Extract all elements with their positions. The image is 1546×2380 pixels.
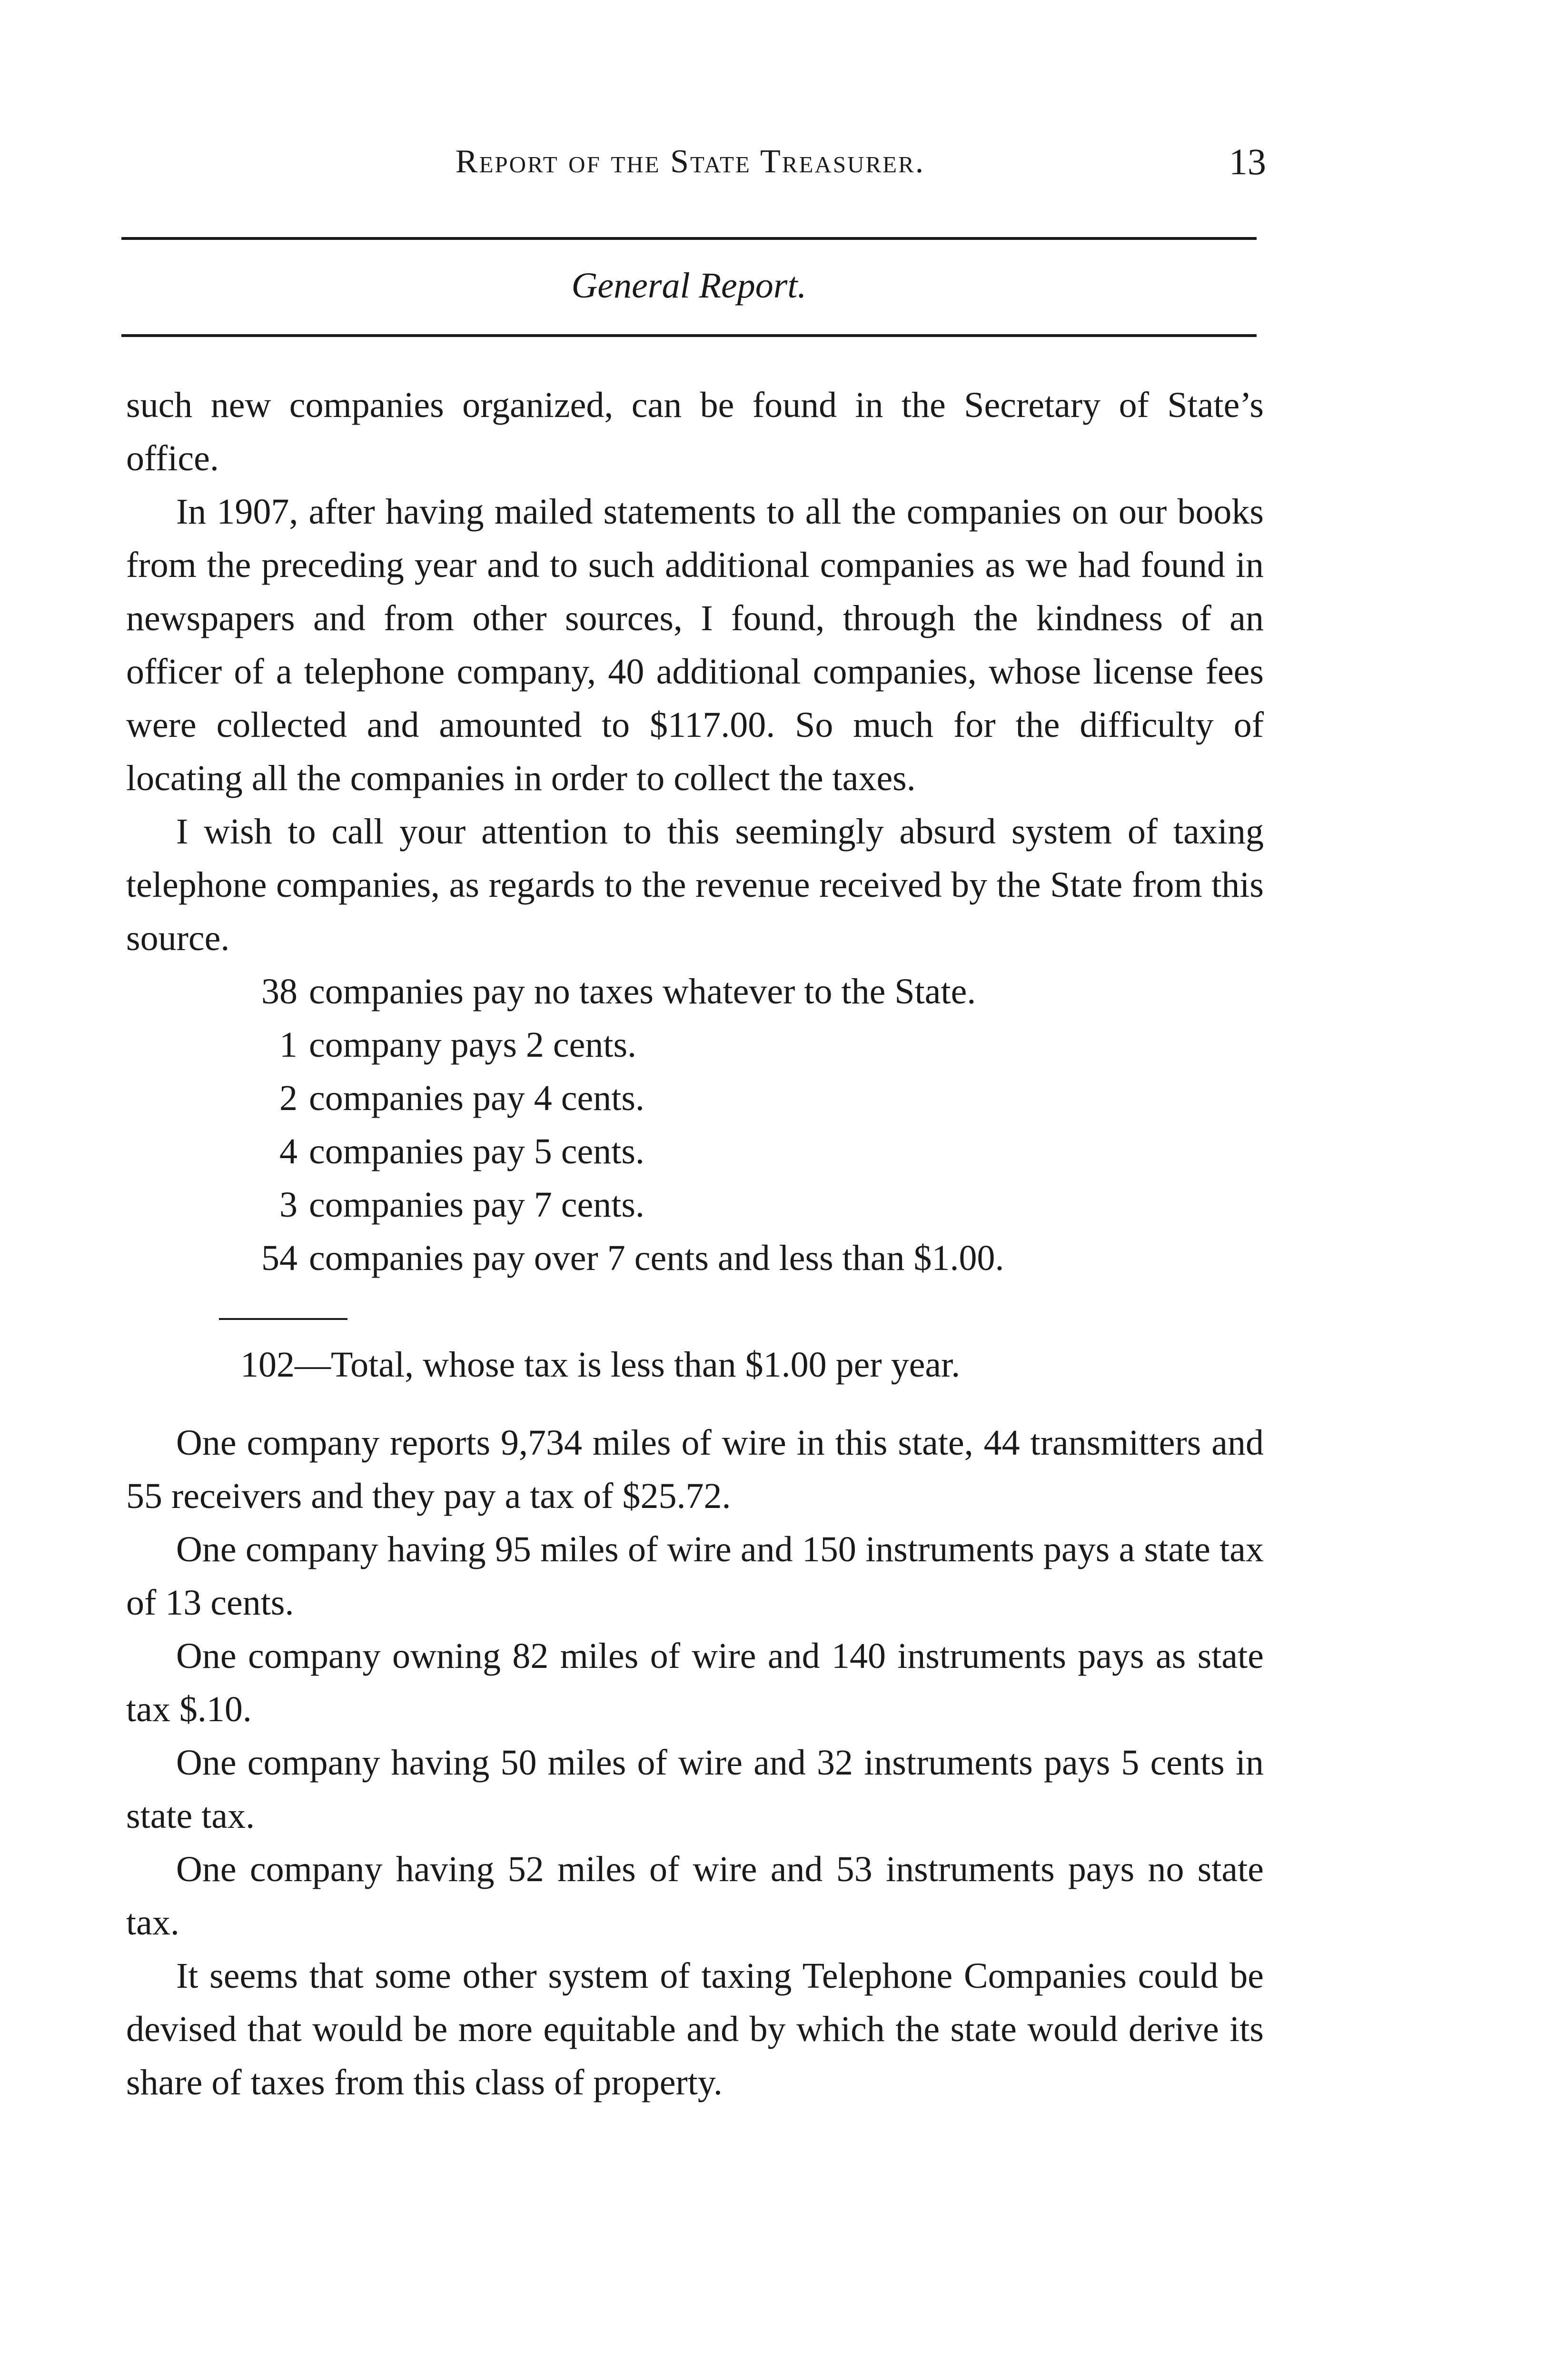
tax-list-item [250, 1231, 1264, 1285]
running-title: Report of the State Treasurer. [455, 143, 925, 180]
paragraph-continuation: such new companies organized, can be found in the Secretary of State’s office. [126, 385, 1264, 478]
tax-count: 3 [279, 1185, 297, 1225]
tax-list-item [250, 1071, 1264, 1125]
tax-description: companies pay over 7 cents and less than $1.00. [309, 1238, 1004, 1278]
sum-rule [219, 1318, 347, 1320]
header-rule-bottom [121, 334, 1257, 337]
paragraph-example: One company having 50 miles of wire and 32 instruments pays 5 cents in state tax. [126, 1743, 1264, 1836]
paragraph-example: One company having 52 miles of wire and 53 instruments pays no state tax. [126, 1849, 1264, 1943]
tax-list-item [250, 965, 1264, 1018]
body-text [126, 378, 1264, 2109]
tax-description: company pays 2 cents. [309, 1025, 637, 1065]
tax-description: companies pay no taxes whatever to the State. [309, 972, 976, 1012]
total-line: 102—Total, whose tax is less than $1.00 per year. [240, 1345, 961, 1385]
paragraph-absurd-system: I wish to call your attention to this seemingly absurd system of taxing telephone companies, as regards to the revenue received by the State from this source. [126, 812, 1264, 958]
paragraph-statements-1907: In 1907, after having mailed statements to all the companies on our books from the preceding year and to such additional companies as we had found in newspapers and from other sources, I found, through the kindness of an officer of a telephone company, 40 additional companies, whose license fees were collected and amounted to $117.00. So much for the difficulty of locating all the companies in order to collect the taxes. [126, 492, 1264, 798]
tax-list-item [250, 1125, 1264, 1178]
tax-count: 1 [279, 1025, 297, 1065]
tax-list-item [250, 1018, 1264, 1071]
tax-list-item [250, 1178, 1264, 1231]
paragraph-example: One company owning 82 miles of wire and 140 instruments pays as state tax $.10. [126, 1636, 1264, 1729]
tax-description: companies pay 7 cents. [309, 1185, 644, 1225]
tax-count: 2 [279, 1078, 297, 1118]
tax-count: 38 [261, 972, 297, 1012]
section-title: General Report. [571, 266, 807, 306]
paragraph-example: One company reports 9,734 miles of wire in this state, 44 transmitters and 55 receivers and they pay a tax of $25.72. [126, 1423, 1264, 1516]
paragraph-example: One company having 95 miles of wire and 150 instruments pays a state tax of 13 cents. [126, 1529, 1264, 1623]
header-rule-top [121, 237, 1257, 240]
tax-count: 4 [279, 1131, 297, 1171]
tax-description: companies pay 5 cents. [309, 1131, 644, 1171]
running-header [114, 138, 1266, 186]
page-number: 13 [1229, 141, 1266, 182]
tax-count: 54 [261, 1238, 297, 1278]
tax-description: companies pay 4 cents. [309, 1078, 644, 1118]
paragraph-conclusion: It seems that some other system of taxing Telephone Companies could be devised that would be more equitable and by which the state would derive its share of taxes from this class of property. [126, 1956, 1264, 2102]
tax-list [126, 965, 1264, 1285]
